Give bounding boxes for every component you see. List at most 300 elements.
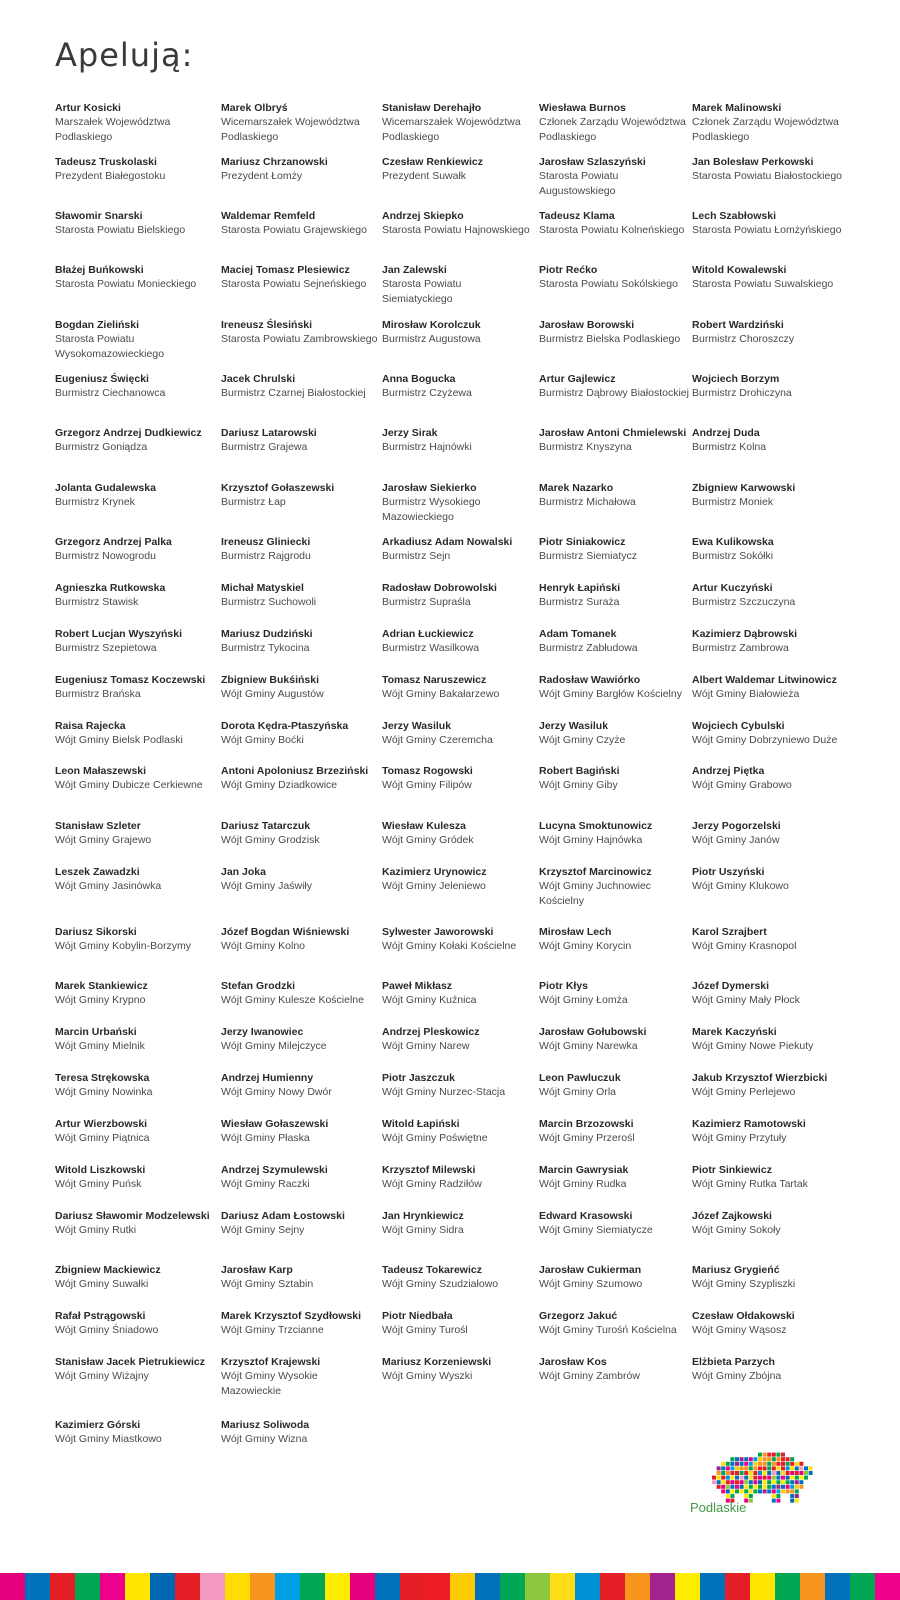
signatory-entry <box>692 481 852 510</box>
stripe-segment <box>25 1573 50 1600</box>
signatory-role: Prezydent Suwałk <box>382 170 467 183</box>
signatory-entry <box>539 481 689 510</box>
signatory-role: Wójt Gminy Raczki <box>221 1178 310 1191</box>
signatory-role: Burmistrz Łap <box>221 496 286 509</box>
signatory-name: Grzegorz Jakuć <box>539 1310 618 1322</box>
signatory-entry <box>382 719 532 748</box>
stripe-segment <box>50 1573 75 1600</box>
signatory-name: Piotr Kłys <box>539 980 589 992</box>
signatory-name: Piotr Rećko <box>539 264 598 276</box>
signatory-entry <box>539 101 689 144</box>
signatory-entry <box>221 764 379 793</box>
signatory-role: Wójt Gminy Wąsosz <box>692 1324 787 1337</box>
signatory-role: Wójt Gminy Sokoły <box>692 1224 781 1237</box>
signatory-entry <box>539 426 689 455</box>
signatory-name: Kazimierz Ramotowski <box>692 1118 806 1130</box>
signatory-name: Marek Krzysztof Szydłowski <box>221 1310 362 1322</box>
signatory-entry <box>221 155 379 184</box>
signatory-role: Wójt Gminy Klukowo <box>692 880 789 893</box>
signatory-name: Tadeusz Truskolaski <box>55 156 157 168</box>
signatory-entry <box>382 263 532 306</box>
signatory-name: Grzegorz Andrzej Dudkiewicz <box>55 427 202 439</box>
signatory-entry <box>539 1209 689 1238</box>
stripe-segment <box>300 1573 325 1600</box>
signatory-role: Starosta Powiatu Łomżyńskiego <box>692 224 842 237</box>
signatory-entry <box>221 1355 379 1398</box>
signatory-name: Waldemar Remfeld <box>221 210 316 222</box>
signatory-name: Andrzej Pleskowicz <box>382 1026 480 1038</box>
signatory-name: Czesław Ołdakowski <box>692 1310 795 1322</box>
signatory-role: Wójt Gminy Bargłów Kościelny <box>539 688 682 701</box>
signatory-entry <box>382 1071 532 1100</box>
signatory-entry <box>55 673 217 702</box>
signatory-role: Wójt Gminy Grabowo <box>692 779 792 792</box>
signatory-entry <box>539 673 689 702</box>
signatory-entry <box>55 819 217 848</box>
signatory-role: Burmistrz Hajnówki <box>382 441 472 454</box>
signatory-name: Antoni Apoloniusz Brzeziński <box>221 765 369 777</box>
signatory-role: Wójt Gminy Rudka <box>539 1178 627 1191</box>
signatory-entry <box>221 1209 379 1238</box>
signatory-entry <box>692 979 852 1008</box>
logo-text: Podlaskie <box>690 1500 747 1515</box>
signatory-role: Wójt Gminy Dubicze Cerkiewne <box>55 779 203 792</box>
signatory-name: Tadeusz Tokarewicz <box>382 1264 482 1276</box>
signatory-entry <box>692 1309 852 1338</box>
signatory-name: Leon Pawluczuk <box>539 1072 621 1084</box>
signatory-role: Wicemarszałek Województwa Podlaskiego <box>382 116 521 143</box>
signatory-name: Karol Szrajbert <box>692 926 767 938</box>
stripe-segment <box>200 1573 225 1600</box>
stripe-segment <box>750 1573 775 1600</box>
signatory-entry <box>539 1263 689 1292</box>
signatory-name: Piotr Uszyński <box>692 866 765 878</box>
signatory-entry <box>692 1117 852 1146</box>
signatory-entry <box>221 1071 379 1100</box>
signatory-entry <box>539 155 689 198</box>
signatory-name: Dariusz Sikorski <box>55 926 137 938</box>
signatory-entry <box>221 979 379 1008</box>
signatory-name: Arkadiusz Adam Nowalski <box>382 536 513 548</box>
signatory-name: Artur Kosicki <box>55 102 121 114</box>
signatory-name: Kazimierz Urynowicz <box>382 866 487 878</box>
signatory-role: Burmistrz Wasilkowa <box>382 642 480 655</box>
signatory-role: Starosta Powiatu Augustowskiego <box>539 170 619 197</box>
signatory-name: Józef Bogdan Wiśniewski <box>221 926 350 938</box>
signatory-role: Burmistrz Zabłudowa <box>539 642 638 655</box>
stripe-segment <box>625 1573 650 1600</box>
signatory-name: Józef Zajkowski <box>692 1210 772 1222</box>
signatory-role: Wójt Gminy Juchnowiec Kościelny <box>539 880 652 907</box>
signatory-entry <box>221 372 379 401</box>
signatory-name: Jarosław Gołubowski <box>539 1026 647 1038</box>
stripe-segment <box>250 1573 275 1600</box>
signatory-entry <box>692 535 852 564</box>
signatory-entry <box>382 925 532 954</box>
signatory-name: Lucyna Smoktunowicz <box>539 820 653 832</box>
signatory-role: Wójt Gminy Jasinówka <box>55 880 162 893</box>
stripe-segment <box>100 1573 125 1600</box>
signatory-role: Wójt Gminy Sejny <box>221 1224 305 1237</box>
signatory-entry <box>55 627 217 656</box>
signatory-entry <box>221 1163 379 1192</box>
stripe-segment <box>150 1573 175 1600</box>
stripe-segment <box>775 1573 800 1600</box>
signatory-name: Jerzy Iwanowiec <box>221 1026 304 1038</box>
signatory-role: Wójt Gminy Rutki <box>55 1224 137 1237</box>
signatory-entry <box>382 372 532 401</box>
signatory-role: Wójt Gminy Szudziałowo <box>382 1278 499 1291</box>
signatory-entry <box>55 1418 217 1447</box>
signatory-name: Wojciech Cybulski <box>692 720 785 732</box>
signatory-name: Mirosław Korolczuk <box>382 319 481 331</box>
signatory-name: Jerzy Pogorzelski <box>692 820 781 832</box>
stripe-segment <box>575 1573 600 1600</box>
signatory-name: Wiesława Burnos <box>539 102 626 114</box>
signatory-entry <box>692 372 852 401</box>
signatory-entry <box>55 1071 217 1100</box>
signatory-name: Mariusz Grygieńć <box>692 1264 780 1276</box>
signatory-role: Burmistrz Moniek <box>692 496 774 509</box>
signatory-role: Wójt Gminy Siemiatycze <box>539 1224 653 1237</box>
signatory-name: Michał Matyskiel <box>221 582 304 594</box>
signatory-role: Prezydent Białegostoku <box>55 170 166 183</box>
signatory-entry <box>221 673 379 702</box>
signatory-entry <box>692 627 852 656</box>
signatory-name: Jarosław Szlaszyński <box>539 156 646 168</box>
signatory-entry <box>382 481 532 524</box>
signatory-entry <box>382 673 532 702</box>
signatory-name: Adrian Łuckiewicz <box>382 628 474 640</box>
signatory-entry <box>382 1163 532 1192</box>
signatory-name: Stanisław Derehajło <box>382 102 482 114</box>
signatory-role: Burmistrz Szczuczyna <box>692 596 796 609</box>
signatory-name: Rafał Pstrągowski <box>55 1310 146 1322</box>
signatory-role: Członek Zarządu Województwa Podlaskiego <box>692 116 839 143</box>
signatory-name: Robert Bagiński <box>539 765 620 777</box>
signatory-entry <box>692 1071 852 1100</box>
signatory-entry <box>539 1117 689 1146</box>
signatory-name: Kazimierz Górski <box>55 1419 141 1431</box>
signatory-name: Jan Bolesław Perkowski <box>692 156 814 168</box>
signatory-role: Burmistrz Stawisk <box>55 596 139 609</box>
signatory-role: Wójt Gminy Wysokie Mazowieckie <box>221 1370 318 1397</box>
signatory-name: Wiesław Kulesza <box>382 820 466 832</box>
signatory-name: Jakub Krzysztof Wierzbicki <box>692 1072 828 1084</box>
signatory-role: Członek Zarządu Województwa Podlaskiego <box>539 116 686 143</box>
signatory-role: Wójt Gminy Wizna <box>221 1433 308 1446</box>
signatory-role: Burmistrz Bielska Podlaskiego <box>539 333 681 346</box>
signatory-name: Jacek Chrulski <box>221 373 296 385</box>
signatory-role: Wójt Gminy Janów <box>692 834 780 847</box>
signatory-entry <box>692 673 852 702</box>
signatory-entry <box>221 925 379 954</box>
signatory-role: Starosta Powiatu Sejneńskiego <box>221 278 367 291</box>
signatory-entry <box>382 764 532 793</box>
signatory-role: Starosta Powiatu Suwalskiego <box>692 278 834 291</box>
signatory-role: Burmistrz Rajgrodu <box>221 550 311 563</box>
signatory-name: Dorota Kędra-Ptaszyńska <box>221 720 349 732</box>
signatory-entry <box>221 263 379 292</box>
signatory-entry <box>55 1163 217 1192</box>
signatory-entry <box>692 581 852 610</box>
signatory-name: Piotr Siniakowicz <box>539 536 626 548</box>
signatory-name: Błażej Buńkowski <box>55 264 144 276</box>
signatory-name: Maciej Tomasz Plesiewicz <box>221 264 350 276</box>
signatory-name: Krzysztof Milewski <box>382 1164 476 1176</box>
signatory-entry <box>539 1355 689 1384</box>
signatory-role: Wójt Gminy Suwałki <box>55 1278 149 1291</box>
signatory-entry <box>382 155 532 184</box>
signatory-entry <box>692 209 852 238</box>
stripe-segment <box>525 1573 550 1600</box>
signatory-entry <box>55 1355 217 1384</box>
signatory-role: Burmistrz Czyżewa <box>382 387 472 400</box>
signatory-name: Leszek Zawadzki <box>55 866 140 878</box>
signatory-name: Kazimierz Dąbrowski <box>692 628 798 640</box>
signatory-entry <box>55 865 217 894</box>
signatory-entry <box>382 535 532 564</box>
signatory-role: Wójt Gminy Orla <box>539 1086 617 1099</box>
signatory-entry <box>55 1025 217 1054</box>
signatory-name: Agnieszka Rutkowska <box>55 582 166 594</box>
signatory-entry <box>55 719 217 748</box>
signatory-role: Wójt Gminy Dobrzyniewo Duże <box>692 734 838 747</box>
signatory-name: Dariusz Tatarczuk <box>221 820 311 832</box>
signatory-entry <box>539 719 689 748</box>
signatory-role: Wójt Gminy Rutka Tartak <box>692 1178 808 1191</box>
stripe-segment <box>350 1573 375 1600</box>
signatory-role: Wójt Gminy Boćki <box>221 734 304 747</box>
signatory-role: Wójt Gminy Zbójna <box>692 1370 782 1383</box>
signatory-name: Andrzej Skiepko <box>382 210 464 222</box>
signatory-name: Marcin Urbański <box>55 1026 137 1038</box>
signatory-name: Sylwester Jaworowski <box>382 926 494 938</box>
signatory-name: Ireneusz Gliniecki <box>221 536 311 548</box>
signatory-name: Albert Waldemar Litwinowicz <box>692 674 837 686</box>
signatory-entry <box>692 925 852 954</box>
stripe-segment <box>600 1573 625 1600</box>
signatory-name: Jarosław Cukierman <box>539 1264 642 1276</box>
signatory-role: Burmistrz Suraża <box>539 596 620 609</box>
signatory-name: Jerzy Wasiluk <box>539 720 609 732</box>
signatory-role: Wójt Gminy Radziłów <box>382 1178 482 1191</box>
signatory-entry <box>382 865 532 894</box>
signatory-role: Starosta Powiatu Monieckiego <box>55 278 197 291</box>
signatory-entry <box>382 979 532 1008</box>
signatory-role: Wójt Gminy Jaświły <box>221 880 313 893</box>
stripe-segment <box>825 1573 850 1600</box>
signatory-name: Piotr Niedbała <box>382 1310 453 1322</box>
signatory-entry <box>55 481 217 510</box>
signatory-role: Starosta Powiatu Siemiatyckiego <box>382 278 462 305</box>
signatory-name: Anna Bogucka <box>382 373 456 385</box>
signatory-entry <box>55 1263 217 1292</box>
signatory-name: Robert Wardziński <box>692 319 784 331</box>
signatory-role: Starosta Powiatu Grajewskiego <box>221 224 367 237</box>
signatory-role: Wójt Gminy Bielsk Podlaski <box>55 734 183 747</box>
signatory-entry <box>692 1025 852 1054</box>
signatory-entry <box>692 155 852 184</box>
signatory-role: Burmistrz Augustowa <box>382 333 481 346</box>
stripe-segment <box>175 1573 200 1600</box>
signatory-name: Radosław Dobrowolski <box>382 582 497 594</box>
signatory-entry <box>55 1117 217 1146</box>
signatory-role: Wójt Gminy Szumowo <box>539 1278 643 1291</box>
signatory-name: Tomasz Rogowski <box>382 765 473 777</box>
stripe-segment <box>400 1573 425 1600</box>
signatory-role: Wójt Gminy Milejczyce <box>221 1040 327 1053</box>
signatory-name: Marek Olbryś <box>221 102 288 114</box>
signatory-role: Wójt Gminy Grajewo <box>55 834 152 847</box>
signatory-name: Andrzej Piętka <box>692 765 765 777</box>
signatory-name: Stanisław Jacek Pietrukiewicz <box>55 1356 205 1368</box>
stripe-segment <box>325 1573 350 1600</box>
stripe-segment <box>125 1573 150 1600</box>
signatory-role: Wójt Gminy Płaska <box>221 1132 310 1145</box>
signatory-role: Wójt Gminy Mały Płock <box>692 994 800 1007</box>
signatory-name: Jarosław Siekierko <box>382 482 477 494</box>
signatory-entry <box>221 819 379 848</box>
signatory-name: Andrzej Humienny <box>221 1072 314 1084</box>
signatory-name: Dariusz Sławomir Modzelewski <box>55 1210 210 1222</box>
signatory-entry <box>539 1071 689 1100</box>
signatory-entry <box>221 719 379 748</box>
signatory-name: Jarosław Kos <box>539 1356 607 1368</box>
signatory-role: Starosta Powiatu Bielskiego <box>55 224 186 237</box>
stripe-segment <box>850 1573 875 1600</box>
signatory-role: Burmistrz Zambrowa <box>692 642 789 655</box>
signatory-name: Mariusz Dudziński <box>221 628 313 640</box>
signatory-name: Radosław Wawiórko <box>539 674 641 686</box>
signatory-name: Mirosław Lech <box>539 926 612 938</box>
signatory-role: Wójt Gminy Augustów <box>221 688 324 701</box>
signatory-role: Prezydent Łomży <box>221 170 303 183</box>
signatory-entry <box>382 1025 532 1054</box>
signatory-name: Józef Dymerski <box>692 980 770 992</box>
signatory-entry <box>539 1025 689 1054</box>
signatory-name: Marek Nazarko <box>539 482 614 494</box>
stripe-segment <box>275 1573 300 1600</box>
signatory-name: Krzysztof Krajewski <box>221 1356 321 1368</box>
signatory-name: Zbigniew Karwowski <box>692 482 796 494</box>
stripe-segment <box>425 1573 450 1600</box>
signatory-role: Wójt Gminy Nowinka <box>55 1086 153 1099</box>
stripe-segment <box>875 1573 900 1600</box>
signatory-name: Krzysztof Marcinowicz <box>539 866 652 878</box>
signatory-role: Burmistrz Knyszyna <box>539 441 632 454</box>
signatory-entry <box>539 1309 689 1338</box>
signatory-entry <box>221 1025 379 1054</box>
signatory-name: Sławomir Snarski <box>55 210 143 222</box>
signatory-name: Eugeniusz Święcki <box>55 373 149 385</box>
signatory-entry <box>382 209 532 238</box>
signatory-name: Krzysztof Gołaszewski <box>221 482 335 494</box>
signatory-name: Marek Kaczyński <box>692 1026 777 1038</box>
stripe-segment <box>225 1573 250 1600</box>
signatory-entry <box>221 865 379 894</box>
stripe-segment <box>650 1573 675 1600</box>
signatory-name: Witold Liszkowski <box>55 1164 146 1176</box>
signatory-entry <box>539 209 689 238</box>
signatory-entry <box>221 426 379 455</box>
signatory-role: Wójt Gminy Miastkowo <box>55 1433 162 1446</box>
signatory-entry <box>382 1263 532 1292</box>
signatory-role: Marszałek Województwa Podlaskiego <box>55 116 171 143</box>
signatory-role: Starosta Powiatu Wysokomazowieckiego <box>55 333 165 360</box>
signatory-entry <box>55 263 217 292</box>
signatory-entry <box>692 1263 852 1292</box>
signatory-name: Artur Wierzbowski <box>55 1118 148 1130</box>
signatory-entry <box>221 1117 379 1146</box>
signatory-role: Starosta Powiatu Kolneńskiego <box>539 224 685 237</box>
signatory-role: Burmistrz Sejn <box>382 550 451 563</box>
signatory-entry <box>539 372 689 401</box>
signatory-role: Wójt Gminy Puńsk <box>55 1178 142 1191</box>
signatory-role: Wójt Gminy Krypno <box>55 994 146 1007</box>
signatory-name: Jerzy Sirak <box>382 427 438 439</box>
signatory-role: Burmistrz Czarnej Białostockiej <box>221 387 366 400</box>
signatory-role: Wicemarszałek Województwa Podlaskiego <box>221 116 360 143</box>
color-stripe <box>0 1573 900 1600</box>
signatory-entry <box>382 1209 532 1238</box>
signatory-role: Burmistrz Sokółki <box>692 550 774 563</box>
signatory-entry <box>55 535 217 564</box>
signatory-entry <box>55 209 217 238</box>
signatory-role: Burmistrz Szepietowa <box>55 642 157 655</box>
signatory-name: Stefan Grodzki <box>221 980 296 992</box>
signatory-role: Burmistrz Grajewa <box>221 441 308 454</box>
signatory-role: Wójt Gminy Dziadkowice <box>221 779 338 792</box>
signatory-name: Tomasz Naruszewicz <box>382 674 487 686</box>
signatory-name: Eugeniusz Tomasz Koczewski <box>55 674 206 686</box>
signatory-entry <box>382 627 532 656</box>
signatory-role: Wójt Gminy Wiżajny <box>55 1370 149 1383</box>
signatory-name: Marcin Gawrysiak <box>539 1164 629 1176</box>
signatory-entry <box>221 535 379 564</box>
signatory-name: Piotr Sinkiewicz <box>692 1164 772 1176</box>
signatory-role: Burmistrz Michałowa <box>539 496 636 509</box>
signatory-role: Wójt Gminy Szypliszki <box>692 1278 796 1291</box>
signatory-entry <box>55 1209 217 1238</box>
signatory-entry <box>692 101 852 144</box>
signatory-role: Wójt Gminy Narew <box>382 1040 470 1053</box>
signatory-name: Leon Małaszewski <box>55 765 147 777</box>
signatory-name: Elżbieta Parzych <box>692 1356 775 1368</box>
signatory-role: Wójt Gminy Kolno <box>221 940 306 953</box>
signatory-role: Wójt Gminy Perlejewo <box>692 1086 796 1099</box>
signatory-entry <box>382 1117 532 1146</box>
signatory-name: Czesław Renkiewicz <box>382 156 483 168</box>
signatory-role: Burmistrz Nowogrodu <box>55 550 156 563</box>
signatory-entry <box>221 627 379 656</box>
signatory-entry <box>692 318 852 347</box>
signatory-name: Robert Lucjan Wyszyński <box>55 628 183 640</box>
signatory-entry <box>539 581 689 610</box>
signatory-role: Wójt Gminy Trzcianne <box>221 1324 324 1337</box>
page-heading: Apelują: <box>55 36 194 74</box>
signatory-name: Paweł Mikłasz <box>382 980 453 992</box>
podlaskie-logo <box>690 1448 830 1523</box>
stripe-segment <box>500 1573 525 1600</box>
signatory-role: Wójt Gminy Przytuły <box>692 1132 787 1145</box>
stripe-segment <box>725 1573 750 1600</box>
signatory-name: Edward Krasowski <box>539 1210 633 1222</box>
signatory-entry <box>692 719 852 748</box>
signatory-role: Burmistrz Supraśla <box>382 596 471 609</box>
signatory-name: Jarosław Karp <box>221 1264 293 1276</box>
signatory-role: Wójt Gminy Kobylin-Borzymy <box>55 940 191 953</box>
